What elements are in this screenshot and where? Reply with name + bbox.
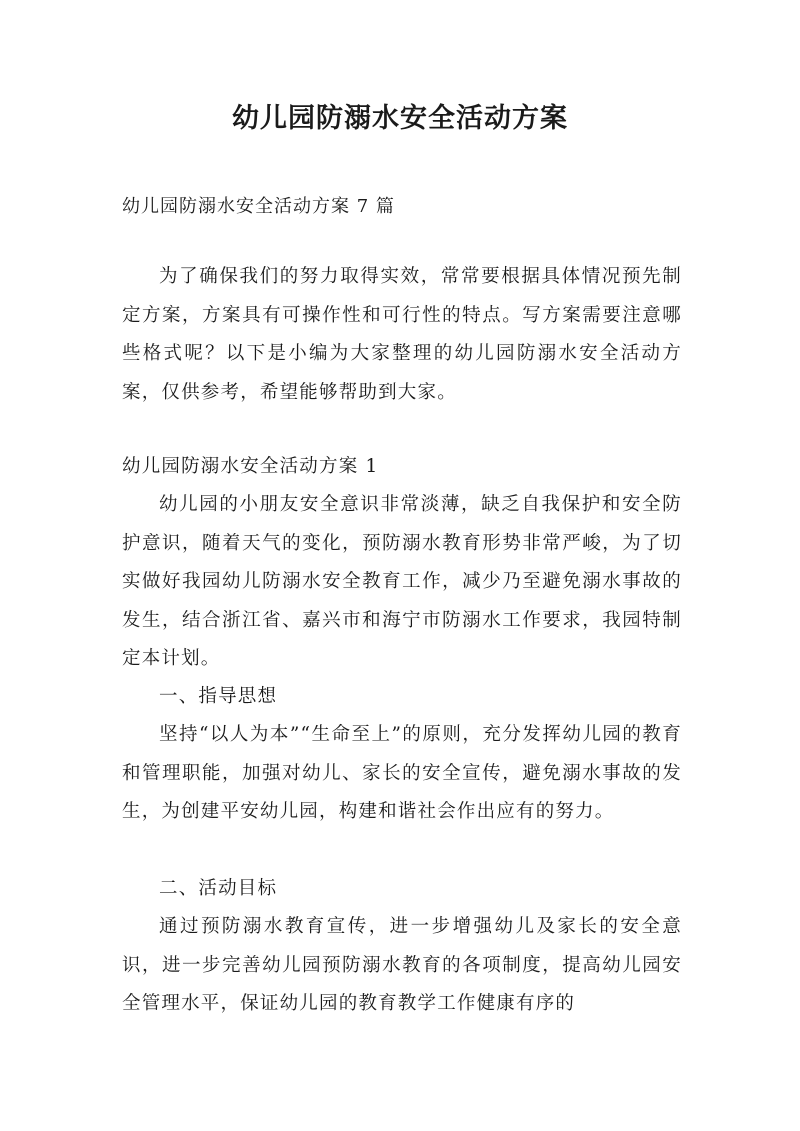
document-title: 幼儿园防溺水安全活动方案 (232, 103, 568, 134)
document-subtitle: 幼儿园防溺水安全活动方案 7 篇 (122, 196, 395, 217)
section1-heading: 幼儿园防溺水安全活动方案 1 (122, 456, 379, 477)
part1-heading: 一、指导思想 (159, 686, 278, 707)
section1-paragraph: 幼儿园的小朋友安全意识非常淡薄，缺乏自我保护和安全防护意识，随着天气的变化，预防溺水教育形势非常严峻，为了切实做好我园幼儿防溺水安全教育工作，减少乃至避免溺水事故的发生，结合浙江省、嘉兴市和海宁市防溺水工作要求，我园特制定本计划。 (122, 494, 682, 669)
part1-paragraph: 坚持“以人为本”“生命至上”的原则，充分发挥幼儿园的教育和管理职能，加强对幼儿、家长的安全宣传，避免溺水事故的发生，为创建平安幼儿园，构建和谐社会作出应有的努力。 (122, 724, 682, 822)
part2-paragraph: 通过预防溺水教育宣传，进一步增强幼儿及家长的安全意识，进一步完善幼儿园预防溺水教育的各项制度，提高幼儿园安全管理水平，保证幼儿园的教育教学工作健康有序的 (122, 916, 682, 1014)
part2-heading: 二、活动目标 (159, 878, 278, 899)
intro-paragraph: 为了确保我们的努力取得实效，常常要根据具体情况预先制定方案，方案具有可操作性和可行性的特点。写方案需要注意哪些格式呢？以下是小编为大家整理的幼儿园防溺水安全活动方案，仅供参考，希望能够帮助到大家。 (122, 266, 682, 403)
